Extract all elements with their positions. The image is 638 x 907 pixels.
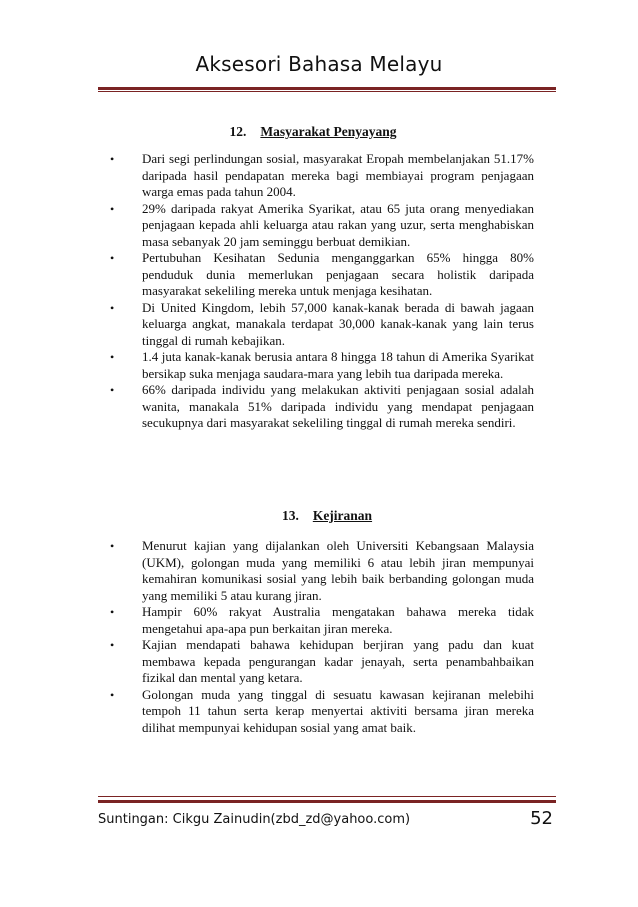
list-item-text: Golongan muda yang tinggal di sesuatu kawasan kejiranan melebihi tempoh 11 tahun serta kerap menyertai aktiviti bersama jiran mereka dilihat mempunyai kehidupan sosial yang amat baik. <box>142 686 534 735</box>
header-title: Aksesori Bahasa Melayu <box>195 52 443 76</box>
section-number: 13. <box>281 508 299 523</box>
header-rule-thin <box>98 91 556 92</box>
bullet-icon: • <box>110 638 115 652</box>
list-item <box>104 687 534 737</box>
section-title: Kejiranan <box>312 508 373 523</box>
list-item-text: Di United Kingdom, lebih 57,000 kanak-kanak berada di bawah jagaan keluarga angkat, manakala terdapat 30,000 kanak-kanak yang lain terus tinggal di rumah kebajikan. <box>142 299 534 348</box>
bullet-icon: • <box>110 251 115 265</box>
header-rule-thick <box>98 87 556 90</box>
bullet-icon: • <box>110 350 115 364</box>
bullet-icon: • <box>110 383 115 397</box>
list-item-text: Pertubuhan Kesihatan Sedunia menganggarkan 65% hingga 80% penduduk dunia memerlukan penjagaan secara holistik daripada masyarakat sekeliling mereka untuk menjaga kesihatan. <box>142 250 534 298</box>
list-item-text: 66% daripada individu yang melakukan aktiviti penjagaan sosial adalah wanita, manakala 51% daripada individu yang mendapat penjagaan secukupnya dari masyarakat sekeliling tinggal di rumah mereka sendiri. <box>142 382 534 430</box>
bullet-icon: • <box>110 605 115 619</box>
list-item <box>104 201 534 251</box>
section-13-bullet-list <box>104 538 534 736</box>
bullet-icon: • <box>110 539 115 553</box>
list-item-text: Hampir 60% rakyat Australia mengatakan bahawa mereka tidak mengetahui apa-apa pun berkaitan jiran mereka. <box>142 604 534 636</box>
footer-rule-thick <box>98 800 556 803</box>
page-number: 52 <box>530 808 553 829</box>
list-item-text: 29% daripada rakyat Amerika Syarikat, atau 65 juta orang menyediakan penjagaan kepada ahli keluarga atau rakan yang uzur, serta menghabiskan masa sebanyak 20 jam seminggu berbuat demikian. <box>142 200 534 249</box>
section-heading-13 <box>8 508 638 524</box>
bullet-icon: • <box>110 687 115 702</box>
footer-credit: Suntingan: Cikgu Zainudin(zbd_zd@yahoo.com) <box>98 812 411 827</box>
bullet-icon: • <box>110 300 115 315</box>
bullet-icon: • <box>110 152 115 166</box>
section-12-bullet-list <box>104 151 534 432</box>
list-item <box>104 538 534 604</box>
list-item-text: 1.4 juta kanak-kanak berusia antara 8 hingga 18 tahun di Amerika Syarikat bersikap suka menjaga saudara-mara yang lebih tua daripada mereka. <box>142 349 534 381</box>
list-item <box>104 250 534 300</box>
list-item <box>104 151 534 201</box>
list-item-text: Menurut kajian yang dijalankan oleh Universiti Kebangsaan Malaysia (UKM), golongan muda yang memiliki 6 atau lebih jiran mempunyai kemahiran komunikasi sosial yang lebih baik berbanding golongan muda yang memiliki 5 atau kurang jiran. <box>142 538 534 603</box>
list-item <box>104 604 534 637</box>
section-heading-12 <box>0 124 632 140</box>
list-item-text: Kajian mendapati bahawa kehidupan berjiran yang padu dan kuat membawa kepada pengurangan kadar jenayah, serta penambahbaikan fizikal dan mental yang ketara. <box>142 637 534 685</box>
list-item <box>104 349 534 382</box>
list-item <box>104 300 534 350</box>
section-number: 12. <box>229 124 247 139</box>
list-item-text: Dari segi perlindungan sosial, masyarakat Eropah membelanjakan 51.17% daripada hasil pendapatan mereka bagi membiayai program penjagaan warga emas pada tahun 2004. <box>142 151 534 199</box>
section-title: Masyarakat Penyayang <box>260 124 397 139</box>
bullet-icon: • <box>110 201 115 216</box>
list-item <box>104 637 534 687</box>
list-item <box>104 382 534 432</box>
footer-rule-thin <box>98 796 556 797</box>
